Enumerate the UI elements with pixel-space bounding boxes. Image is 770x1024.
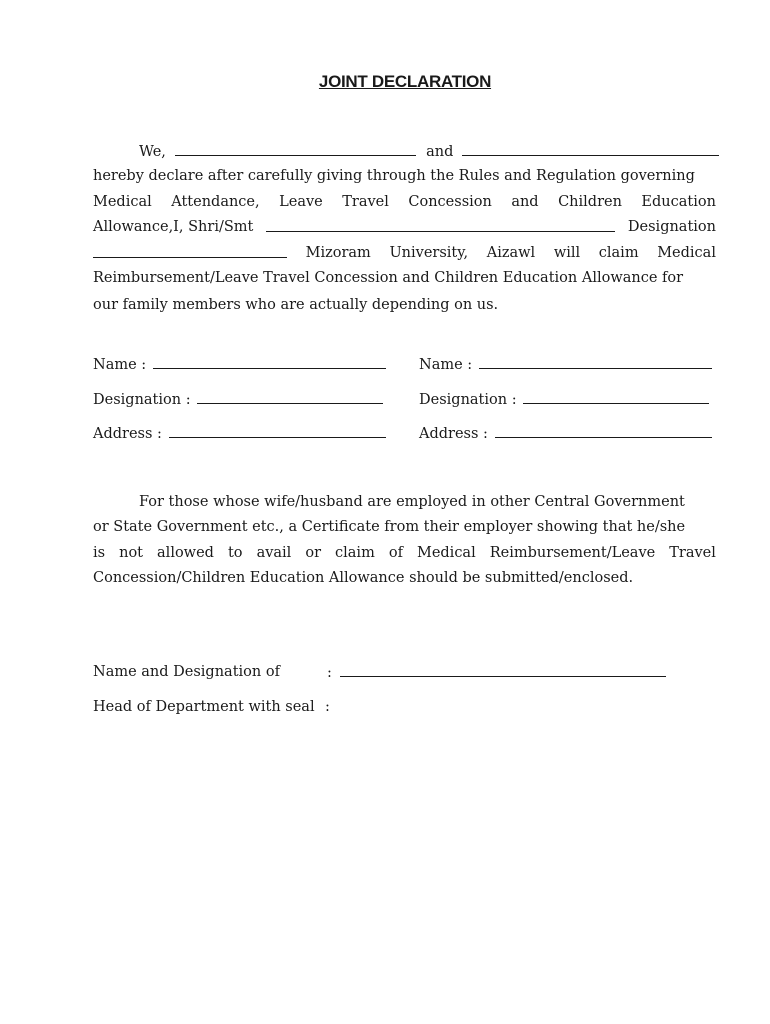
- shri-smt-blank[interactable]: [266, 219, 615, 232]
- left-name-field: [93, 356, 386, 373]
- word: Leave: [279, 194, 323, 210]
- para1-line7: our family members who are actually depending on us.: [93, 297, 499, 313]
- document-title: JOINT DECLARATION: [318, 72, 492, 91]
- field-label: Name :: [419, 357, 473, 373]
- right-address-blank[interactable]: [495, 425, 712, 438]
- para1-line2: hereby declare after carefully giving through the Rules and Regulation governing: [93, 168, 695, 184]
- para1-line5: [93, 245, 716, 261]
- word: is: [93, 545, 106, 561]
- word: Travel: [342, 194, 389, 210]
- para2-line1: For those whose wife/husband are employed in other Central Government: [139, 494, 685, 510]
- field-label: Designation :: [93, 392, 191, 408]
- word: Reimbursement/Leave: [489, 545, 656, 561]
- word: Travel: [669, 545, 716, 561]
- field-label: Designation :: [419, 392, 517, 408]
- word: allowed: [157, 545, 214, 561]
- word: to: [227, 545, 243, 561]
- para2-line2: or State Government etc., a Certificate from their employer showing that he/she: [93, 519, 686, 535]
- right-address-field: [419, 425, 712, 442]
- hod-seal-label: Head of Department with seal: [93, 699, 315, 715]
- left-name-blank[interactable]: [153, 356, 386, 369]
- second-person-blank[interactable]: [462, 143, 719, 156]
- left-address-blank[interactable]: [169, 425, 386, 438]
- para1-line3: [93, 194, 716, 210]
- word: not: [119, 545, 144, 561]
- colon: :: [327, 665, 332, 681]
- right-name-blank[interactable]: [479, 356, 712, 369]
- hod-seal-colon: :: [325, 699, 330, 715]
- left-designation-field: [93, 391, 383, 408]
- word: Medical: [416, 545, 476, 561]
- right-designation-blank[interactable]: [523, 391, 709, 404]
- field-label: Address :: [419, 426, 488, 442]
- para1-line4: [93, 219, 716, 235]
- designation-label: Designation: [627, 219, 716, 235]
- we-label: We,: [139, 144, 166, 160]
- word: avail: [256, 545, 292, 561]
- word: Attendance,: [171, 194, 260, 210]
- hod-name-blank[interactable]: [340, 664, 666, 677]
- word: Medical: [657, 245, 716, 261]
- word: Concession: [408, 194, 492, 210]
- shri-smt-label: Allowance,I, Shri/Smt: [93, 219, 254, 235]
- word: Children: [558, 194, 622, 210]
- word: claim: [598, 245, 639, 261]
- word: will: [553, 245, 581, 261]
- we-line: [139, 143, 719, 160]
- word: University,: [389, 245, 469, 261]
- right-name-field: [419, 356, 712, 373]
- para2-line3: [93, 545, 716, 561]
- word: or: [305, 545, 322, 561]
- hod-name-field: [327, 664, 666, 681]
- field-label: Name :: [93, 357, 147, 373]
- designation-blank[interactable]: [93, 245, 287, 258]
- word: Medical: [93, 194, 152, 210]
- word: of: [388, 545, 403, 561]
- para2-line4: Concession/Children Education Allowance should be submitted/enclosed.: [93, 570, 634, 586]
- left-address-field: [93, 425, 386, 442]
- word: and: [511, 194, 539, 210]
- word: Aizawl: [486, 245, 536, 261]
- and-label: and: [426, 144, 454, 160]
- word: Mizoram: [305, 245, 371, 261]
- hod-name-label: Name and Designation of: [93, 664, 280, 680]
- right-designation-field: [419, 391, 709, 408]
- first-person-blank[interactable]: [175, 143, 416, 156]
- word: Education: [641, 194, 716, 210]
- para1-line6: Reimbursement/Leave Travel Concession and Children Education Allowance for: [93, 270, 684, 286]
- field-label: Address :: [93, 426, 162, 442]
- word: claim: [335, 545, 375, 561]
- left-designation-blank[interactable]: [197, 391, 383, 404]
